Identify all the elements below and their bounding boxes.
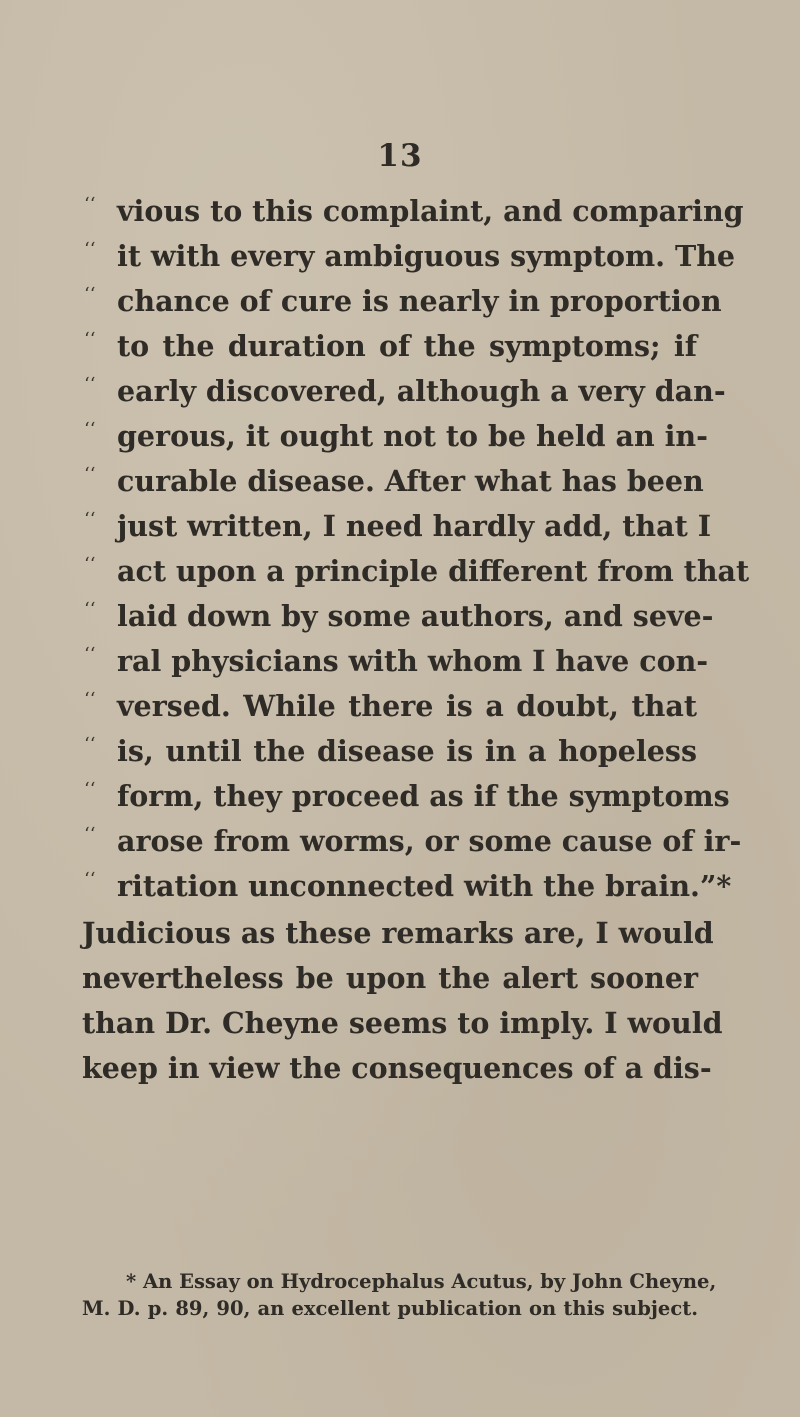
quote-mark: ‘‘ — [84, 329, 96, 350]
quote-mark: ‘‘ — [84, 644, 96, 665]
line-text: versed. While there is a doubt, that — [117, 689, 697, 723]
line-text: than Dr. Cheyne seems to imply. I would — [82, 1006, 723, 1040]
line-text: ral physicians with whom I have con- — [117, 644, 709, 678]
line-text: act upon a principle different from that — [117, 554, 750, 588]
quote-mark: ‘‘ — [84, 599, 96, 620]
footnote-line: M. D. p. 89, 90, an excellent publication on this subject. — [82, 1297, 698, 1320]
footnote-line: * An Essay on Hydrocephalus Acutus, by John Cheyne, — [126, 1270, 717, 1293]
line-text: curable disease. After what has been — [117, 464, 704, 498]
line-text: early discovered, although a very dan- — [117, 374, 726, 408]
quote-mark: ‘‘ — [84, 419, 96, 440]
quote-mark: ‘‘ — [84, 374, 96, 395]
line-text: to the duration of the symptoms; if — [117, 329, 697, 363]
line-text: nevertheless be upon the alert sooner — [82, 961, 698, 995]
line-text: just written, I need hardly add, that I — [117, 509, 712, 543]
line-text: arose from worms, or some cause of ir- — [117, 824, 742, 858]
quote-mark: ‘‘ — [84, 194, 96, 215]
line-text: Judicious as these remarks are, I would — [82, 916, 714, 950]
line-text: it with every ambiguous symptom. The — [117, 239, 736, 273]
quote-mark: ‘‘ — [84, 869, 96, 890]
footnote — [82, 1268, 717, 1322]
line-text: chance of cure is nearly in proportion — [117, 284, 722, 318]
quote-mark: ‘‘ — [84, 509, 96, 530]
line-text: vious to this complaint, and comparing — [117, 194, 744, 228]
quote-mark: ‘‘ — [84, 284, 96, 305]
quote-mark: ‘‘ — [84, 689, 96, 710]
line-text: laid down by some authors, and seve- — [117, 599, 714, 633]
line-text: keep in view the consequences of a dis- — [82, 1051, 712, 1085]
quote-mark: ‘‘ — [84, 554, 96, 575]
line-text: form, they proceed as if the symptoms — [117, 779, 730, 813]
quote-mark: ‘‘ — [84, 824, 96, 845]
page-number: 13 — [377, 138, 423, 174]
line-text: ritation unconnected with the brain.”* — [117, 869, 732, 903]
quote-mark: ‘‘ — [84, 239, 96, 260]
line-text: gerous, it ought not to be held an in- — [117, 419, 708, 453]
quote-mark: ‘‘ — [84, 779, 96, 800]
quote-mark: ‘‘ — [84, 734, 96, 755]
quote-mark: ‘‘ — [84, 464, 96, 485]
line-text: is, until the disease is in a hopeless — [117, 734, 697, 768]
